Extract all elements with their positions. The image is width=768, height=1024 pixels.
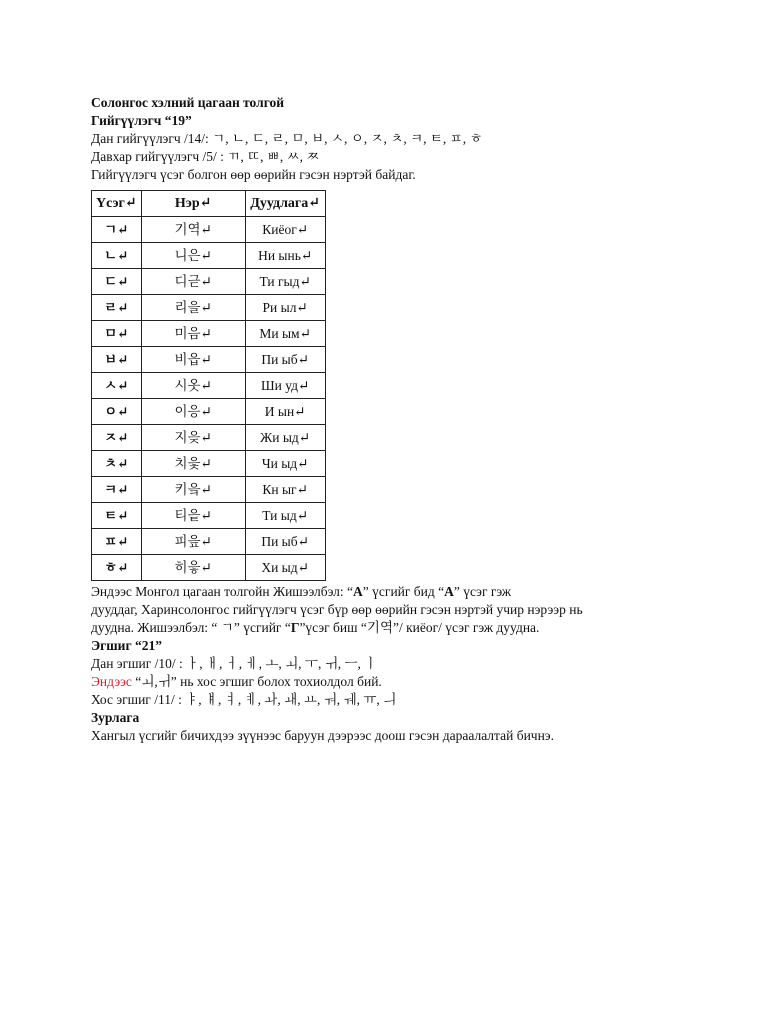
table-row (92, 529, 326, 555)
cell-pronunciation: Ши уд↵ (245, 373, 325, 399)
cell-name: 시옷↵ (141, 373, 245, 399)
cell-letter: ㅋ↵ (92, 477, 142, 503)
para1-text: дуудна. Жишээлбэл: “ ㄱ” үсгийг “ (91, 620, 291, 635)
cell-name: 미음↵ (141, 321, 245, 347)
vowel-note (91, 673, 691, 691)
cell-letter: ㅊ↵ (92, 451, 142, 477)
cell-letter: ㅇ↵ (92, 399, 142, 425)
cell-name: 니은↵ (141, 243, 245, 269)
cell-letter: ㄱ↵ (92, 217, 142, 243)
cell-pronunciation: Ри ыл↵ (245, 295, 325, 321)
header-pronunciation: Дуудлага↵ (245, 191, 325, 217)
table-row (92, 347, 326, 373)
table-row (92, 451, 326, 477)
writing-heading: Зурлага (91, 710, 140, 725)
para1-text: ”үсэг биш “기역”/ киёог/ үсэг гэж дуудна. (299, 620, 540, 635)
cell-name: 기역↵ (141, 217, 245, 243)
cell-letter: ㄴ↵ (92, 243, 142, 269)
cell-letter: ㅌ↵ (92, 503, 142, 529)
cell-pronunciation: Хи ыд↵ (245, 555, 325, 581)
cell-letter: ㄹ↵ (92, 295, 142, 321)
para1-text: ” үсэг гэж (453, 584, 512, 599)
cell-name: 리을↵ (141, 295, 245, 321)
cell-pronunciation: Пи ыб↵ (245, 347, 325, 373)
document-page (91, 94, 691, 745)
table-row (92, 425, 326, 451)
double-vowels-line: Хос эгшиг /11/ : ㅑ, ㅒ, ㅕ, ㅖ, ㅘ, ㅙ, ㅛ, ㅝ, ㅞ, ㅠ, ㅢ (91, 692, 397, 707)
note-text: “ㅚ,ㅟ” нь хос эгшиг болох тохиолдол бий. (131, 674, 382, 689)
note-red-word: Эндээс (91, 674, 132, 689)
table-row (92, 399, 326, 425)
para1-line1 (91, 583, 691, 601)
table-row (92, 373, 326, 399)
cell-pronunciation: Ти гыд↵ (245, 269, 325, 295)
cell-letter: ㄷ↵ (92, 269, 142, 295)
cell-pronunciation: Ни ынь↵ (245, 243, 325, 269)
table-row (92, 243, 326, 269)
consonant-table (91, 190, 326, 581)
writing-text: Хангыл үсгийг бичихдээ зүүнээс баруун дээрээс доош гэсэн дараалалтай бичнэ. (91, 728, 554, 743)
vowels-heading: Эгшиг “21” (91, 638, 162, 653)
cell-letter: ㅎ↵ (92, 555, 142, 581)
cell-name: 히읗↵ (141, 555, 245, 581)
cell-pronunciation: Кн ыг↵ (245, 477, 325, 503)
table-row (92, 295, 326, 321)
table-row (92, 321, 326, 347)
single-consonants-line: Дан гийгүүлэгч /14/: ㄱ, ㄴ, ㄷ, ㄹ, ㅁ, ㅂ, ㅅ, ㅇ, ㅈ, ㅊ, ㅋ, ㅌ, ㅍ, ㅎ (91, 131, 483, 146)
consonants-heading: Гийгүүлэгч “19” (91, 113, 192, 128)
cell-pronunciation: Пи ыб↵ (245, 529, 325, 555)
table-row (92, 477, 326, 503)
document-title: Солонгос хэлний цагаан толгой (91, 95, 285, 110)
table-row (92, 503, 326, 529)
cell-pronunciation: И ын↵ (245, 399, 325, 425)
table-row (92, 555, 326, 581)
cell-letter: ㅂ↵ (92, 347, 142, 373)
cell-name: 피읖↵ (141, 529, 245, 555)
cell-name: 지읒↵ (141, 425, 245, 451)
para1-bold-a2: А (444, 584, 454, 599)
cell-letter: ㅅ↵ (92, 373, 142, 399)
header-letter: Үсэг↵ (92, 191, 142, 217)
para1-text: Эндээс Монгол цагаан толгойн Жишээлбэл: “ (91, 584, 354, 599)
cell-pronunciation: Ти ыд↵ (245, 503, 325, 529)
single-vowels-line: Дан эгшиг /10/ : ㅏ, ㅐ, ㅓ, ㅔ, ㅗ, ㅚ, ㅜ, ㅟ, ㅡ, ㅣ (91, 656, 378, 671)
para1-line2: дууддаг, Харинсолонгос гийгүүлэгч үсэг бүр өөр өөрийн гэсэн нэртэй учир нэрээр нь (91, 602, 583, 617)
cell-letter: ㅁ↵ (92, 321, 142, 347)
table-row (92, 269, 326, 295)
cell-letter: ㅍ↵ (92, 529, 142, 555)
table-row (92, 217, 326, 243)
cell-name: 티읕↵ (141, 503, 245, 529)
cell-name: 키읔↵ (141, 477, 245, 503)
cell-name: 디귿↵ (141, 269, 245, 295)
para1-bold-g: Г (290, 620, 300, 635)
cell-pronunciation: Жи ыд↵ (245, 425, 325, 451)
table-body (92, 217, 326, 581)
cell-name: 이응↵ (141, 399, 245, 425)
cell-name: 치읓↵ (141, 451, 245, 477)
intro-sentence: Гийгүүлэгч үсэг болгон өөр өөрийн гэсэн нэртэй байдаг. (91, 167, 416, 182)
header-name: Нэр↵ (141, 191, 245, 217)
cell-letter: ㅈ↵ (92, 425, 142, 451)
cell-name: 비읍↵ (141, 347, 245, 373)
cell-pronunciation: Киёог↵ (245, 217, 325, 243)
cell-pronunciation: Ми ым↵ (245, 321, 325, 347)
para1-bold-a1: А (353, 584, 363, 599)
double-consonants-line: Давхар гийгүүлэгч /5/ : ㄲ, ㄸ, ㅃ, ㅆ, ㅉ (91, 149, 320, 164)
cell-pronunciation: Чи ыд↵ (245, 451, 325, 477)
table-header-row (92, 191, 326, 217)
para1-line3 (91, 619, 691, 637)
para1-text: ” үсгийг бид “ (362, 584, 445, 599)
